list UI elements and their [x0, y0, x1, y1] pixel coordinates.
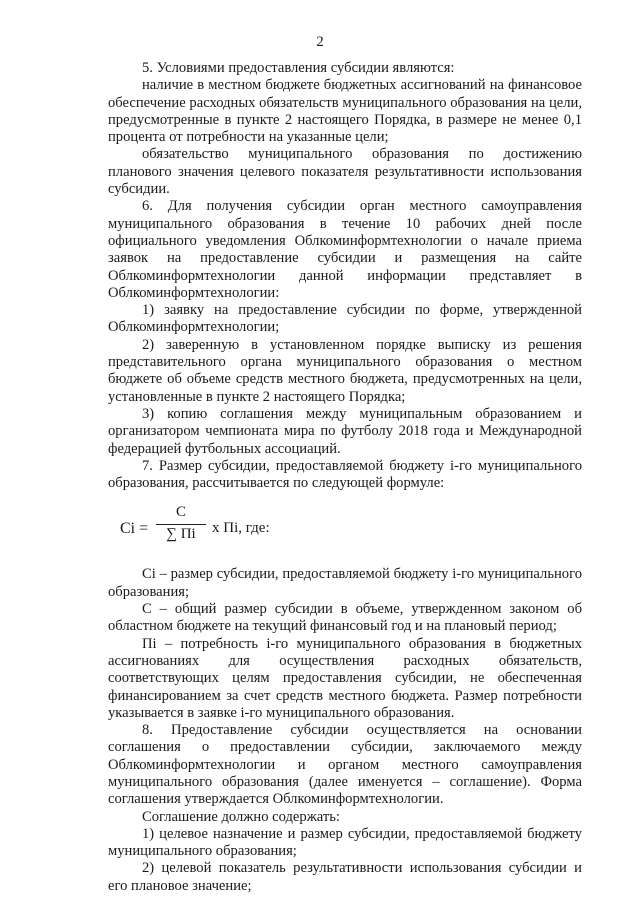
paragraph: 5. Условиями предоставления субсидии являются:: [142, 60, 455, 76]
document-body: [108, 60, 582, 895]
paragraph: наличие в местном бюджете бюджетных ассигнований на финансовое обеспечение расходных обязательств муниципального образования на цели, предусмотренные в пункте 2 настоящего Порядка, в размере не менее 0,1 процента от потребности на указанные цели;: [108, 77, 582, 146]
formula-fraction: [156, 504, 206, 543]
paragraph: 2) заверенную в установленном порядке выписку из решения представительного органа муниципального образования о местном бюджете об объеме средств местного бюджета, предусмотренных на цели, установленные в пункте 2 настоящего Порядка;: [108, 336, 582, 405]
paragraph: Пi – потребность i-го муниципального образования в бюджетных ассигнованиях для осуществления расходных обязательств, соответствующих целям предоставления субсидии, не обеспеченная финансированием за счет средств местного бюджета. Размер потребности указывается в заявке i-го муниципального образования.: [108, 635, 582, 721]
paragraph: 8. Предоставление субсидии осуществляется на основании соглашения о предоставлении субсидии, заключаемого между Облкоминформтехнологии и органом местного самоуправления муниципального образования (далее именуется – соглашение). Форма соглашения утверждается Облкоминформтехнологии.: [108, 722, 582, 808]
subsidy-formula: [108, 500, 582, 556]
paragraph: 1) целевое назначение и размер субсидии, предоставляемой бюджету муниципального образования;: [108, 825, 582, 860]
paragraph: Ci – размер субсидии, предоставляемой бюджету i-го муниципального образования;: [108, 566, 582, 600]
paragraph: 3) копию соглашения между муниципальным образованием и организатором чемпионата мира по футболу 2018 года и Международной федерацией футбольных ассоциаций.: [108, 405, 582, 457]
paragraph: 6. Для получения субсидии орган местного самоуправления муниципального образования в течение 10 рабочих дней после официального уведомления Облкоминформтехнологии о начале приема заявок на предоставление субсидии и размещения на сайте Облкоминформтехнологии данной информации представляет в Облкоминформтехнологии:: [108, 198, 582, 301]
paragraph: 7. Размер субсидии, предоставляемой бюджету i-го муниципального образования, рассчитывается по следующей формуле:: [108, 457, 582, 492]
formula-numerator: C: [175, 504, 186, 521]
paragraph: 1) заявку на предоставление субсидии по форме, утвержденной Облкоминформтехнологии;: [108, 302, 582, 336]
page-number: 2: [316, 34, 324, 50]
formula-rhs: x Пi, где:: [212, 520, 270, 537]
paragraph: 2) целевой показатель результативности использования субсидии и его плановое значение;: [108, 860, 582, 894]
paragraph: обязательство муниципального образования по достижению планового значения целевого показателя результативности использования субсидии.: [108, 146, 582, 198]
paragraph: С – общий размер субсидии в объеме, утвержденном законом об областном бюджете на текущий финансовый год и на плановый период;: [108, 601, 582, 635]
formula-denominator: ∑ Пi: [166, 525, 196, 542]
formula-lhs: Ci =: [120, 520, 149, 538]
paragraph: Соглашение должно содержать:: [142, 808, 340, 825]
